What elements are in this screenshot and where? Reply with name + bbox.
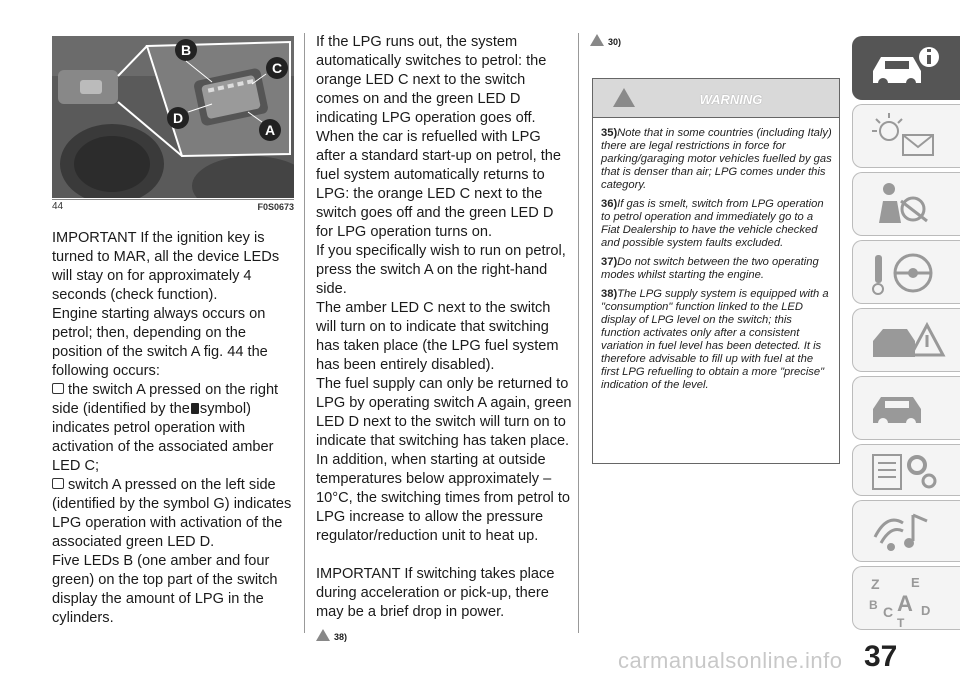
technical-data-icon — [867, 451, 947, 491]
multimedia-icon — [867, 507, 947, 557]
svg-text:T: T — [897, 616, 905, 627]
figure-caption — [52, 199, 294, 214]
callout-c: C — [271, 60, 283, 76]
svg-text:Z: Z — [871, 576, 880, 592]
paragraph: IMPORTANT If switching takes place during acceleration or pick-up, there may be a brief drop in power. — [316, 566, 555, 620]
warning-reference[interactable]: 30) — [590, 34, 621, 47]
svg-text:B: B — [869, 598, 878, 612]
warning-box — [592, 78, 840, 464]
callout-d: D — [172, 110, 184, 126]
paragraph: If you specifically wish to run on petrol, press the switch A on the right-hand side. — [316, 243, 566, 297]
column-1 — [52, 229, 296, 628]
tab-maintenance[interactable] — [852, 376, 960, 440]
warning-header — [593, 79, 839, 118]
column-divider — [304, 33, 305, 633]
warning-item: 35)Note that in some countries (including Italy) there are legal restrictions in force for parking/garaging motor vehicles fuelled by gas that is denser than air; LPG comes under this category. — [601, 127, 832, 191]
page-number: 37 — [864, 640, 898, 673]
tab-emergency[interactable] — [852, 308, 960, 372]
paragraph: The fuel supply can only be returned to LPG by operating switch A again, green LED D next to the switch will turn on to indicate that switching has taken place. — [316, 376, 572, 449]
svg-text:C: C — [883, 604, 894, 620]
emergency-icon — [867, 315, 947, 365]
warning-triangle-icon — [316, 629, 330, 641]
starting-driving-icon — [867, 247, 947, 297]
paragraph: When the car is refuelled with LPG after a standard start-up on petrol, the fuel system automatically returns to LPG: the orange LED C next to the switch goes off and the green LED D for LPG operation turns on. — [316, 129, 561, 240]
tab-warning-lights[interactable] — [852, 104, 960, 168]
car-info-icon — [867, 43, 947, 93]
tab-multimedia[interactable] — [852, 500, 960, 562]
tab-safety[interactable] — [852, 172, 960, 236]
paragraph: Engine starting always occurs on petrol; then, depending on the position of the switch A fig. 44 the following occurs: — [52, 306, 268, 379]
warning-item: 37)Do not switch between the two operating modes whilst starting the engine. — [601, 256, 819, 281]
svg-text:A: A — [897, 591, 913, 616]
callout-b: B — [180, 42, 192, 58]
fuel-pump-icon — [191, 403, 199, 414]
tab-index[interactable] — [852, 566, 960, 630]
paragraph: In addition, when starting at outside temperatures below approximately –10°C, the switching times from petrol to LPG increase to allow the pressure regulator/reduction unit to heat up. — [316, 452, 571, 544]
figure-code: F0S0673 — [257, 202, 294, 212]
bullet-icon — [52, 383, 64, 394]
lpg-switch-illustration — [52, 36, 294, 198]
lpg-switch-figure — [52, 36, 294, 198]
maintenance-icon — [867, 383, 947, 433]
column-2 — [316, 33, 572, 647]
bullet-item: switch A pressed on the left side (identified by the symbol G) indicates LPG operation with activation of the associated green LED D. — [52, 477, 292, 550]
safety-airbag-icon — [867, 179, 947, 229]
tab-technical-data[interactable] — [852, 444, 960, 496]
callout-a: A — [264, 122, 276, 138]
figure-number: 44 — [52, 201, 64, 212]
paragraph: IMPORTANT If the ignition key is turned to MAR, all the device LEDs will stay on for approximately 4 seconds (check function). — [52, 230, 280, 303]
column-divider — [578, 33, 579, 633]
bullet-icon — [52, 478, 64, 489]
paragraph: Five LEDs B (one amber and four green) on the top part of the switch display the amount of LPG in the cylinders. — [52, 553, 278, 626]
svg-text:D: D — [921, 603, 931, 618]
warning-lights-icon — [867, 111, 947, 161]
watermark: carmanualsonline.info — [618, 648, 843, 673]
warning-title: WARNING — [699, 92, 763, 107]
bullet-item: the switch A pressed on the right side (identified by the symbol) indicates petrol operation with activation of the associated amber LED C; — [52, 382, 279, 474]
paragraph: If the LPG runs out, the system automatically switches to petrol: the orange LED C next to the switch comes on and the green LED D indicating LPG operation goes off. — [316, 34, 547, 126]
warning-triangle-icon — [590, 34, 604, 46]
warning-item: 36)If gas is smelt, switch from LPG operation to petrol operation and immediately go to a Fiat Dealership to have the vehicle checked and possible system faults excluded. — [601, 198, 824, 249]
warning-reference[interactable]: 38) — [316, 628, 572, 647]
tab-starting-driving[interactable] — [852, 240, 960, 304]
warning-body — [601, 127, 833, 398]
paragraph: The amber LED C next to the switch will turn on to indicate that switching has taken place (the LPG fuel system has been entirely disabled). — [316, 300, 559, 373]
warning-item: 38)The LPG supply system is equipped with a "consumption" function linked to the LED display of LPG level on the switch; this function activates only after a consistent variation in fuel level has been detected. It is therefore advisable to fill up with fuel at the first LPG refuelling to obtain a more "precise" indication of the level. — [601, 288, 829, 391]
tab-car-info[interactable] — [852, 36, 960, 100]
index-icon — [867, 573, 947, 627]
svg-text:E: E — [911, 575, 920, 590]
